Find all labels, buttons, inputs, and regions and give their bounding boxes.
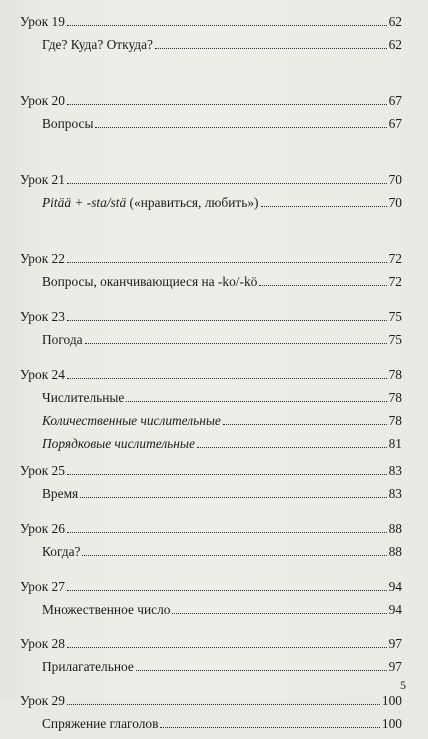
dot-leader [82,555,386,556]
toc-page-number: 62 [388,14,402,29]
toc-page-number: 83 [388,463,402,478]
dot-leader [67,704,380,705]
dot-leader [67,590,387,591]
toc-page-number: 94 [388,602,402,617]
dot-leader [67,104,387,105]
toc-entry-label-italic: Pitää + -sta/stä [42,195,127,210]
toc-entry-label: Вопросы, оканчивающиеся на -ko/-kö [42,274,258,289]
toc-entry-label [20,191,261,214]
toc-lesson-24 [20,363,402,459]
toc-entry[interactable] [20,712,402,735]
toc-lesson-heading[interactable] [20,689,402,712]
toc-lesson-heading[interactable] [20,459,402,482]
toc-entry-label: Множественное число [42,602,171,617]
toc-page-number: 100 [381,716,402,731]
toc-page-number: 88 [388,544,402,559]
toc-page-number: 88 [388,521,402,536]
dot-leader [126,401,386,402]
toc-entry-label: Прилагательное [42,659,134,674]
toc-entry[interactable] [20,432,402,455]
toc-lesson-26 [20,517,402,575]
toc-entry[interactable] [20,33,402,56]
toc-lesson-title: Урок 22 [20,251,65,266]
toc-lesson-21 [20,168,402,247]
toc-page-number: 78 [388,390,402,405]
toc-entry-label: Количественные числительные [42,413,221,428]
toc-page-number: 70 [388,195,402,210]
toc-lesson-title: Урок 19 [20,14,65,29]
toc-entry-label: Порядковые числительные [42,436,195,451]
toc-lesson-28 [20,632,402,689]
dot-leader [155,48,387,49]
dot-leader [67,262,387,263]
toc-entry[interactable] [20,328,402,351]
toc-lesson-title: Урок 29 [20,693,65,708]
dot-leader [67,25,387,26]
toc-lesson-title: Урок 20 [20,93,65,108]
toc-page-number: 75 [388,332,402,347]
toc-entry[interactable] [20,386,402,409]
toc-lesson-heading[interactable] [20,517,402,540]
toc-page-number: 75 [388,309,402,324]
toc-entry[interactable] [20,409,402,432]
dot-leader [80,497,386,498]
toc-page-number: 72 [388,251,402,266]
page-number: 5 [400,678,406,692]
dot-leader [67,378,387,379]
toc-entry-label: Где? Куда? Откуда? [42,37,153,52]
toc-page-number: 83 [388,486,402,501]
dot-leader [136,670,387,671]
toc-page-number: 72 [388,274,402,289]
toc-entry[interactable] [20,270,402,293]
dot-leader [67,532,387,533]
toc-entry-label: Спряжение глаголов [42,716,159,731]
toc-entry-label: Погода [42,332,83,347]
toc-lesson-heading[interactable] [20,89,402,112]
dot-leader [172,613,386,614]
toc-lesson-heading[interactable] [20,10,402,33]
toc-page-number: 70 [388,172,402,187]
toc-page-number: 78 [388,413,402,428]
toc-lesson-heading[interactable] [20,168,402,191]
toc-lesson-title: Урок 23 [20,309,65,324]
dot-leader [67,474,387,475]
toc-lesson-title: Урок 21 [20,172,65,187]
toc-lesson-title: Урок 28 [20,636,65,651]
toc-page-number: 78 [388,367,402,382]
toc-lesson-title: Урок 27 [20,579,65,594]
toc-lesson-23 [20,305,402,363]
dot-leader [67,647,387,648]
toc-page-number: 97 [388,659,402,674]
dot-leader [197,447,387,448]
toc-lesson-heading[interactable] [20,575,402,598]
dot-leader [67,320,387,321]
toc-entry[interactable] [20,112,402,135]
dot-leader [259,285,386,286]
toc-page-number: 67 [388,116,402,131]
toc-page-number: 62 [388,37,402,52]
toc-lesson-heading[interactable] [20,305,402,328]
dot-leader [67,183,387,184]
toc-lesson-title: Урок 25 [20,463,65,478]
toc-page-number: 100 [381,693,402,708]
toc-lesson-19 [20,10,402,89]
toc-page-number: 81 [388,436,402,451]
toc-entry-label: Числительные [42,390,125,405]
toc-page-number: 97 [388,636,402,651]
dot-leader [261,206,387,207]
toc-lesson-heading[interactable] [20,632,402,655]
toc-lesson-heading[interactable] [20,363,402,386]
toc-lesson-27 [20,575,402,632]
toc-page-number: 94 [388,579,402,594]
toc-lesson-22 [20,247,402,305]
toc-entry[interactable] [20,191,402,214]
toc-lesson-title: Урок 24 [20,367,65,382]
dot-leader [223,424,387,425]
toc-lesson-title: Урок 26 [20,521,65,536]
toc-entry[interactable] [20,482,402,505]
toc-lesson-25 [20,459,402,517]
toc-entry-label: Вопросы [42,116,94,131]
toc-lesson-20 [20,89,402,168]
toc-lesson-29 [20,689,402,739]
toc-entry-label: Когда? [42,544,81,559]
toc-entry[interactable] [20,655,402,678]
toc-page-number: 67 [388,93,402,108]
toc-entry[interactable] [20,540,402,563]
toc-lesson-heading[interactable] [20,247,402,270]
dot-leader [95,127,386,128]
toc-entry[interactable] [20,598,402,621]
toc-entry-label: Время [42,486,79,501]
dot-leader [160,727,379,728]
toc-entry-label-rest: («нравиться, любить») [126,195,259,210]
table-of-contents [20,10,402,739]
dot-leader [85,343,387,344]
